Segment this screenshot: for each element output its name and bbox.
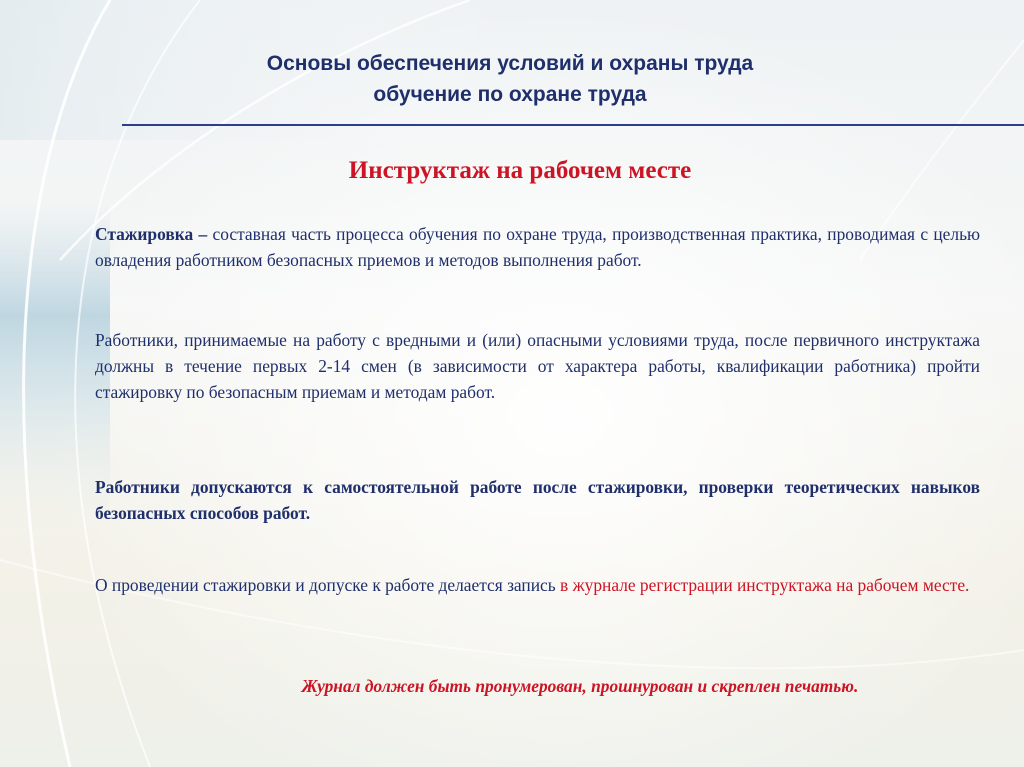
header-divider xyxy=(122,124,1024,126)
journal-note: Журнал должен быть пронумерован, прошнурован и скреплен печатью. xyxy=(301,676,859,696)
paragraph-record xyxy=(95,572,980,598)
record-journal-text: в журнале регистрации инструктажа на рабочем месте. xyxy=(560,575,970,595)
paragraph-workers-requirement: Работники, принимаемые на работу с вредными и (или) опасными условиями труда, после первичного инструктажа должны в течение первых 2-14 смен (в зависимости от характера работы, квалификации работника) пройти стажировку по безопасным приемам и методам работ. xyxy=(95,330,980,402)
section-title: Инструктаж на рабочем месте xyxy=(348,157,692,184)
header-title-line2: обучение по охране труда xyxy=(373,83,647,106)
term-stazhirovka: Стажировка – xyxy=(95,224,208,244)
left-blue-band xyxy=(0,200,110,530)
paragraph-admission: Работники допускаются к самостоятельной работе после стажировки, проверки теоретических навыков безопасных способов работ. xyxy=(95,477,980,523)
header-title xyxy=(160,48,860,110)
record-text: О проведении стажировки и допуске к работе делается запись xyxy=(95,575,561,595)
header-title-line1: Основы обеспечения условий и охраны труда xyxy=(266,52,754,75)
definition-text: составная часть процесса обучения по охране труда, производственная практика, проводимая с целью овладения работником безопасных приемов и методов выполнения работ. xyxy=(95,224,981,270)
paragraph-definition xyxy=(95,221,980,273)
